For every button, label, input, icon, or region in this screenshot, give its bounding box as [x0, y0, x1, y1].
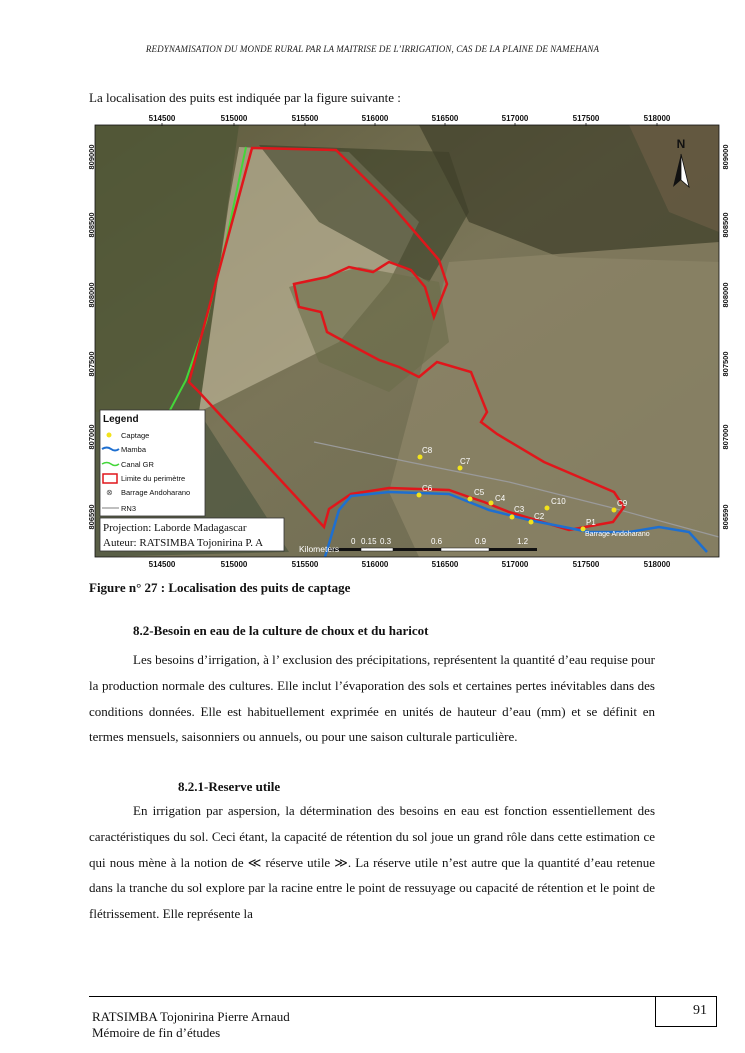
x-tick-bottom: 516000 — [361, 560, 389, 569]
y-tick-left: 807500 — [87, 351, 96, 377]
y-tick-right: 806590 — [721, 504, 730, 530]
point-label: C6 — [422, 484, 433, 493]
point-label: C5 — [474, 488, 485, 497]
captage-point-c3 — [510, 515, 515, 520]
captage-point-c5 — [468, 497, 473, 502]
captage-point-c7 — [458, 466, 463, 471]
map-figure — [89, 112, 732, 572]
scale-tick: 0.6 — [431, 537, 443, 546]
captage-point-c4 — [489, 501, 494, 506]
barrage-label: Barrage Andoharano — [585, 531, 650, 538]
y-tick-left: 807000 — [87, 424, 96, 450]
x-tick-bottom: 517000 — [501, 560, 529, 569]
map-svg — [89, 112, 732, 572]
section-8-2-paragraph: Les besoins d’irrigation, à l’ exclusion des précipitations, représentent la quantité d’eau requise pour la production normale des cultures. Elle inclut l’évaporation des sols et certaines pertes inévitables dans des conditions données. Elle est habituellement exprimée en unités de hauteur d’eau (mm) et se définit en termes mensuels, saisonniers ou annuels, ou pour une saison culturale particulière. — [89, 652, 655, 745]
point-label: C9 — [617, 499, 628, 508]
y-tick-right: 808000 — [721, 282, 730, 308]
x-tick-bottom: 515000 — [220, 560, 248, 569]
point-label: C2 — [534, 512, 545, 521]
projection-text: Projection: Laborde Madagascar — [103, 522, 247, 534]
figure-caption: Figure n° 27 : Localisation des puits de captage — [89, 580, 351, 595]
y-tick-right: 808500 — [721, 212, 730, 238]
point-label: C3 — [514, 505, 525, 514]
legend-title: Legend — [103, 414, 139, 425]
x-tick-top: 516500 — [431, 114, 459, 123]
legend-item: Mamba — [121, 445, 147, 454]
point-label: C7 — [460, 457, 471, 466]
y-tick-right: 809000 — [721, 144, 730, 170]
projection-box — [100, 518, 284, 551]
y-tick-right: 807000 — [721, 424, 730, 450]
scale-unit: Kilometers — [299, 544, 340, 554]
x-tick-top: 517500 — [572, 114, 600, 123]
footer-rule — [89, 996, 655, 997]
x-tick-bottom: 518000 — [643, 560, 671, 569]
captage-point-c10 — [545, 506, 550, 511]
x-tick-top: 515500 — [291, 114, 319, 123]
running-header: REDYNAMISATION DU MONDE RURAL PAR LA MAITRISE DE L’IRRIGATION, CAS DE LA PLAINE DE NAMEHANA — [145, 44, 600, 54]
author-text: Auteur: RATSIMBA Tojonirina P. A — [103, 537, 264, 549]
captage-legend-icon — [107, 433, 112, 438]
y-tick-left: 808500 — [87, 212, 96, 238]
scale-tick: 1.2 — [517, 537, 529, 546]
x-tick-top: 518000 — [643, 114, 671, 123]
scale-tick: 0.3 — [380, 537, 392, 546]
legend-item: RN3 — [121, 504, 137, 513]
scale-tick: 0.9 — [475, 537, 487, 546]
x-tick-bottom: 515500 — [291, 560, 319, 569]
captage-point-c6 — [417, 493, 422, 498]
x-tick-top: 516000 — [361, 114, 389, 123]
barrage-legend-icon: ⊗ — [106, 488, 113, 497]
section-heading-8-2-1: 8.2.1-Reserve utile — [178, 779, 281, 794]
legend-item: Barrage Andoharano — [121, 488, 191, 497]
map-legend — [100, 410, 205, 516]
scale-tick: 0.15 — [361, 537, 377, 546]
y-tick-right: 807500 — [721, 351, 730, 377]
footer-subtitle: Mémoire de fin d’études — [92, 1025, 221, 1040]
section-heading-8-2: 8.2-Besoin en eau de la culture de choux et du haricot — [133, 623, 429, 638]
captage-point-c2 — [529, 520, 534, 525]
point-label: C4 — [495, 494, 506, 503]
y-tick-left: 808000 — [87, 282, 96, 308]
legend-item: Captage — [121, 431, 150, 440]
page-number: 91 — [655, 996, 717, 1027]
intro-sentence: La localisation des puits est indiquée par la figure suivante : — [89, 90, 401, 105]
section-8-2-1-paragraph: En irrigation par aspersion, la détermination des besoins en eau est fonction essentiellement des caractéristiques du sol. Ceci étant, la capacité de rétention du sol joue un grand rôle dans cette estimation ce qui nous mène à la notion de ≪ réserve utile ≫. La réserve utile n’est autre que la quantité d’eau retenue dans la tranche du sol explore par la racine entre le point de ressuyage ou capacité de rétention et le point de flétrissement. Elle représente la — [89, 803, 655, 922]
point-label: P1 — [586, 518, 596, 527]
x-tick-top: 515000 — [220, 114, 248, 123]
x-tick-top: 514500 — [148, 114, 176, 123]
x-tick-top: 517000 — [501, 114, 529, 123]
north-label: N — [676, 137, 686, 151]
point-label: C10 — [551, 497, 566, 506]
legend-item: Limite du perimètre — [121, 474, 186, 483]
legend-item: Canal GR — [121, 460, 154, 469]
point-label: C8 — [422, 446, 433, 455]
x-tick-bottom: 517500 — [572, 560, 600, 569]
y-tick-left: 809000 — [87, 144, 96, 170]
y-tick-left: 806590 — [87, 504, 96, 530]
captage-point-c8 — [418, 455, 423, 460]
x-tick-bottom: 514500 — [148, 560, 176, 569]
x-tick-bottom: 516500 — [431, 560, 459, 569]
scale-tick: 0 — [351, 537, 356, 546]
footer-author: RATSIMBA Tojonirina Pierre Arnaud — [92, 1009, 290, 1024]
captage-point-c9 — [612, 508, 617, 513]
